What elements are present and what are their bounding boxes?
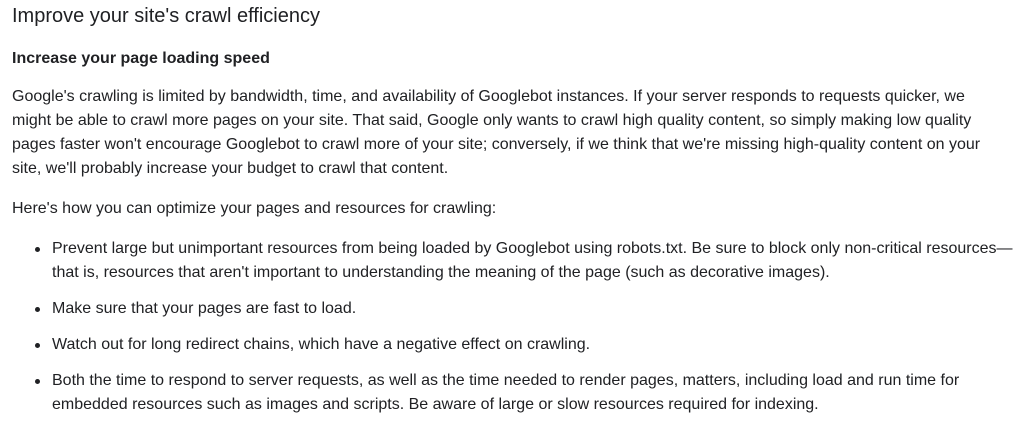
section-subtitle: Increase your page loading speed xyxy=(12,50,270,67)
body-paragraph: Google's crawling is limited by bandwidth, time, and availability of Googlebot instances. If your server responds to requests quicker, we might be able to crawl more pages on your site. That said, Google only wants to crawl high quality content, so simply making low quality pages faster won't encourage Googlebot to crawl more of your site; conversely, if we think that we're missing high-quality content on your site, we'll probably increase your budget to crawl that content. xyxy=(12,88,981,177)
list-intro: Here's how you can optimize your pages and resources for crawling: xyxy=(12,200,497,217)
list-item: Watch out for long redirect chains, which have a negative effect on crawling. xyxy=(52,333,1014,357)
list-item: Both the time to respond to server requests, as well as the time needed to render pages, matters, including load and run time for embedded resources such as images and scripts. Be aware of large or slow resources required for indexing. xyxy=(52,369,1014,417)
tips-list xyxy=(12,237,1014,417)
list-item: Make sure that your pages are fast to load. xyxy=(52,297,1014,321)
list-item: Prevent large but unimportant resources from being loaded by Googlebot using robots.txt. Be sure to block only non-critical resources—that is, resources that aren't important to understanding the meaning of the page (such as decorative images). xyxy=(52,237,1014,285)
section-title: Improve your site's crawl efficiency xyxy=(12,5,320,27)
